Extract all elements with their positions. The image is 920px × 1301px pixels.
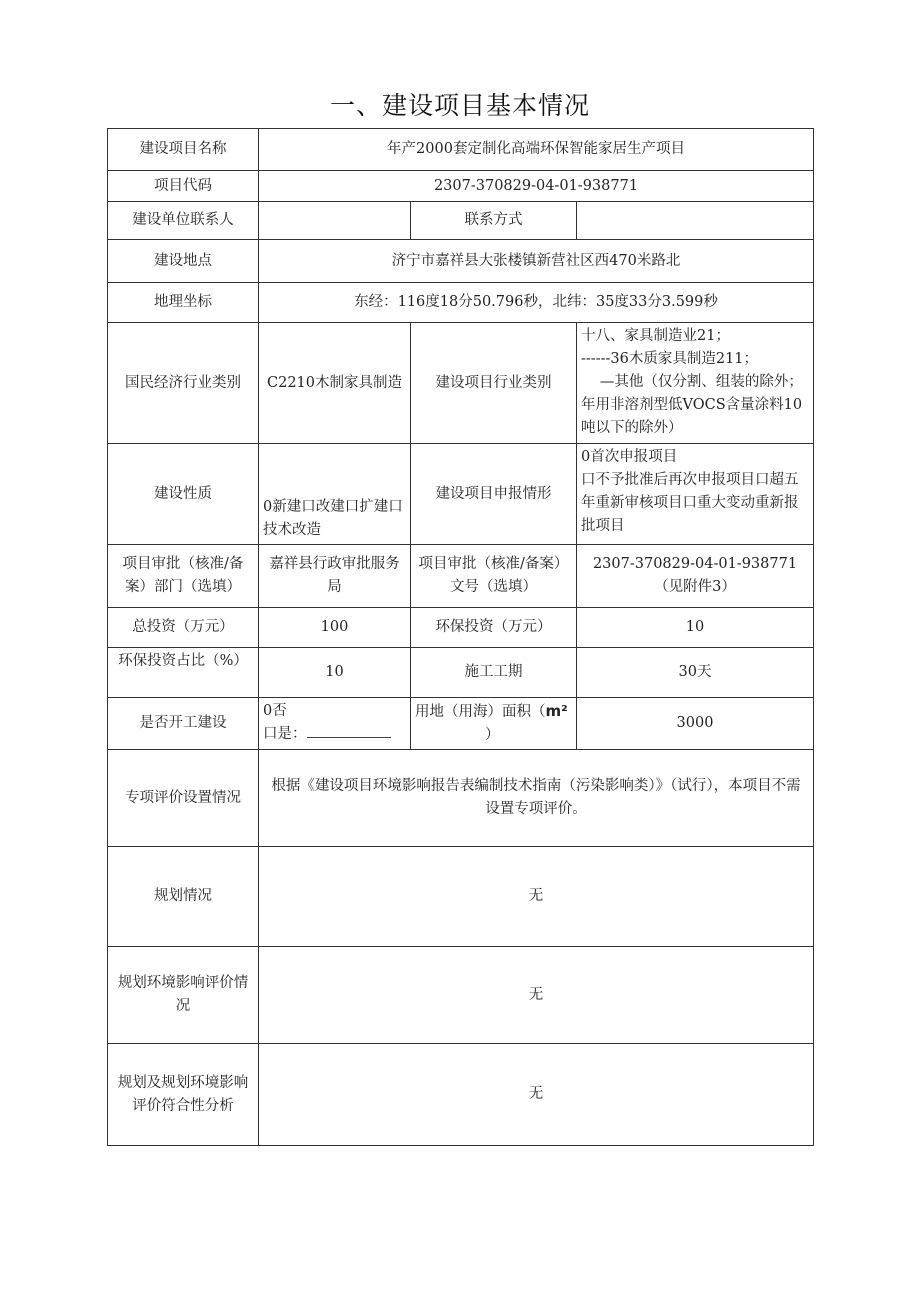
table-row bbox=[108, 283, 814, 323]
table-row bbox=[108, 947, 814, 1044]
table-row bbox=[108, 444, 814, 545]
started-label: 是否开工建设 bbox=[108, 698, 259, 750]
declare-value bbox=[577, 444, 814, 545]
table-row bbox=[108, 129, 814, 171]
land-label-unit: m² bbox=[545, 702, 568, 720]
table-row bbox=[108, 202, 814, 240]
invest-label: 总投资（万元） bbox=[108, 608, 259, 648]
industry-value: C2210木制家具制造 bbox=[259, 323, 411, 444]
env-invest-label: 环保投资（万元） bbox=[411, 608, 577, 648]
env-ratio-value: 10 bbox=[259, 648, 411, 698]
period-label: 施工工期 bbox=[411, 648, 577, 698]
project-name-label: 建设项目名称 bbox=[108, 129, 259, 171]
approval-dept-label: 项目审批（核准/备案）部门（选填） bbox=[108, 545, 259, 608]
approval-no-label: 项目审批（核准/备案）文号（选填） bbox=[411, 545, 577, 608]
table-row bbox=[108, 171, 814, 202]
land-label-a: 用地（用海）面积（ bbox=[415, 704, 546, 720]
started-no: 0否 bbox=[263, 703, 287, 719]
env-invest-value: 10 bbox=[577, 608, 814, 648]
plan-env-value: 无 bbox=[259, 947, 814, 1044]
nature-value: 0新建口改建口扩建口技术改造 bbox=[259, 444, 411, 545]
declare-label: 建设项目申报情形 bbox=[411, 444, 577, 545]
contact-label: 建设单位联系人 bbox=[108, 202, 259, 240]
table-row bbox=[108, 847, 814, 947]
started-yes-label: 口是： bbox=[263, 726, 307, 742]
special-label: 专项评价设置情况 bbox=[108, 750, 259, 847]
coord-value: 东经：116度18分50.796秒，北纬：35度33分3.599秒 bbox=[259, 283, 814, 323]
blank-line bbox=[307, 723, 391, 738]
table-row bbox=[108, 750, 814, 847]
basic-info-table bbox=[107, 128, 814, 1146]
declare-line: 0首次申报项目 bbox=[581, 449, 678, 465]
table-row bbox=[108, 698, 814, 750]
table-row bbox=[108, 1044, 814, 1146]
started-value bbox=[259, 698, 411, 750]
table-row bbox=[108, 648, 814, 698]
land-area-value: 3000 bbox=[577, 698, 814, 750]
table-row bbox=[108, 545, 814, 608]
nature-label: 建设性质 bbox=[108, 444, 259, 545]
land-label bbox=[411, 698, 577, 750]
plan-label: 规划情况 bbox=[108, 847, 259, 947]
table-row bbox=[108, 608, 814, 648]
proj-industry-line: ------36木质家具制造211； bbox=[581, 351, 759, 367]
location-label: 建设地点 bbox=[108, 240, 259, 283]
table-row bbox=[108, 240, 814, 283]
plan-conform-label: 规划及规划环境影响评价符合性分析 bbox=[108, 1044, 259, 1146]
proj-industry-value bbox=[577, 323, 814, 444]
location-value: 济宁市嘉祥县大张楼镇新营社区西470米路北 bbox=[259, 240, 814, 283]
contact-method-label: 联系方式 bbox=[411, 202, 577, 240]
declare-line: 口不予批准后再次申报项目口超五年重新审核项目口重大变动重新报批项目 bbox=[581, 472, 799, 534]
contact-value bbox=[259, 202, 411, 240]
page-title: 一、建设项目基本情况 bbox=[329, 91, 590, 120]
invest-value: 100 bbox=[259, 608, 411, 648]
env-ratio-label: 环保投资占比（%） bbox=[108, 648, 259, 698]
plan-value: 无 bbox=[259, 847, 814, 947]
plan-env-label: 规划环境影响评价情况 bbox=[108, 947, 259, 1044]
approval-dept-value: 嘉祥县行政审批服务局 bbox=[259, 545, 411, 608]
approval-no-value: 2307-370829-04-01-938771（见附件3） bbox=[577, 545, 814, 608]
contact-method-value bbox=[577, 202, 814, 240]
proj-industry-line: —其他（仅分割、组装的除外；年用非溶剂型低VOCS含量涂料10吨以下的除外） bbox=[581, 374, 803, 436]
project-code-value: 2307-370829-04-01-938771 bbox=[259, 171, 814, 202]
proj-industry-label: 建设项目行业类别 bbox=[411, 323, 577, 444]
period-value: 30天 bbox=[577, 648, 814, 698]
project-name-value: 年产2000套定制化高端环保智能家居生产项目 bbox=[259, 129, 814, 171]
table-row bbox=[108, 323, 814, 444]
proj-industry-line: 十八、家具制造业21； bbox=[581, 328, 730, 344]
industry-label: 国民经济行业类别 bbox=[108, 323, 259, 444]
land-label-b: ） bbox=[485, 727, 500, 743]
plan-conform-value: 无 bbox=[259, 1044, 814, 1146]
started-yes bbox=[263, 723, 406, 746]
project-code-label: 项目代码 bbox=[108, 171, 259, 202]
special-value: 根据《建设项目环境影响报告表编制技术指南（污染影响类）》（试行），本项目不需设置专项评价。 bbox=[259, 750, 814, 847]
coord-label: 地理坐标 bbox=[108, 283, 259, 323]
